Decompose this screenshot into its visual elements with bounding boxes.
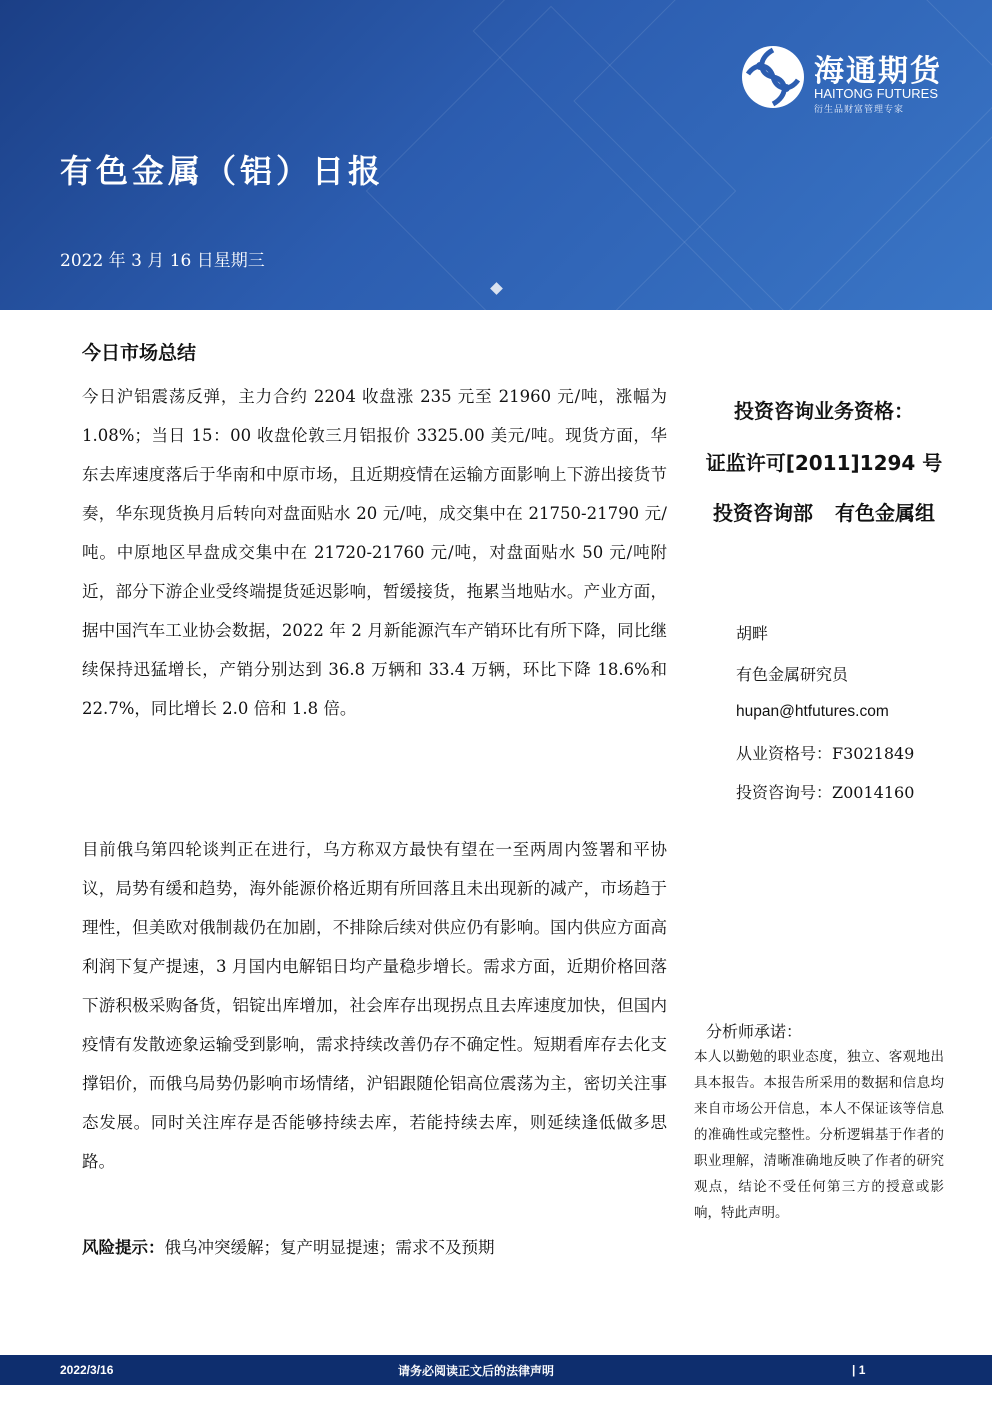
practice-certificate: 从业资格号：F3021849 (736, 744, 915, 763)
footer-disclaimer: 请务必阅读正文后的法律声明 (398, 1364, 555, 1378)
risk-text: 俄乌冲突缓解；复产明显提速；需求不及预期 (164, 1238, 495, 1257)
group-name: 有色金属组 (835, 501, 935, 525)
section-title: 今日市场总结 (82, 342, 197, 364)
logo-slogan: 衍生品财富管理专家 (814, 105, 905, 115)
header-banner (0, 0, 992, 310)
footer-date: 2022/3/16 (60, 1363, 114, 1377)
analyst-email: hupan@htfutures.com (736, 703, 889, 720)
logo-mark-icon (740, 44, 806, 110)
logo-name-en: HAITONG FUTURES (814, 86, 938, 101)
footer-bar (0, 1355, 992, 1385)
commitment-title: 分析师承诺： (706, 1022, 803, 1041)
analyst-role: 有色金属研究员 (736, 665, 849, 684)
qualification-title: 投资咨询业务资格： (734, 399, 914, 423)
risk-warning (82, 1234, 495, 1258)
report-date: 2022 年 3 月 16 日星期三 (60, 251, 265, 271)
company-logo (740, 44, 950, 116)
report-title: 有色金属（铝）日报 (60, 152, 385, 190)
summary-paragraph-2: 目前俄乌第四轮谈判正在进行，乌方称双方最快有望在一至两周内签署和平协议，局势有缓和趋势，海外能源价格近期有所回落且未出现新的减产，市场趋于理性，但美欧对俄制裁仍在加剧，不排除后续对供应仍有影响。国内供应方面高利润下复产提速，3 月国内电解铝日均产量稳步增长。需求方面，近期价格回落下游积极采购备货，铝锭出库增加，社会库存出现拐点且去库速度加快，但国内疫情有发散迹象运输受到影响，需求持续改善仍存不确定性。短期看库存去化支撑铝价，而俄乌局势仍影响市场情绪，沪铝跟随伦铝高位震荡为主，密切关注事态发展。同时关注库存是否能够持续去库，若能持续去库，则延续逢低做多思路。 (82, 840, 667, 1171)
department-line (694, 497, 954, 526)
commitment-text: 本人以勤勉的职业态度，独立、客观地出具本报告。本报告所采用的数据和信息均来自市场公开信息，本人不保证该等信息的准确性或完整性。分析逻辑基于作者的职业理解，清晰准确地反映了作者的研究观点，结论不受任何第三方的授意或影响，特此声明。 (694, 1049, 944, 1221)
consulting-certificate: 投资咨询号：Z0014160 (736, 783, 915, 802)
department-name: 投资咨询部 (713, 501, 813, 525)
risk-label: 风险提示： (82, 1238, 165, 1257)
summary-paragraph-1: 今日沪铝震荡反弹，主力合约 2204 收盘涨 235 元至 21960 元/吨，涨幅为 1.08%；当日 15：00 收盘伦敦三月铝报价 3325.00 美元/吨。现货方面，华东去库速度落后于华南和中原市场，且近期疫情在运输方面影响上下游出接货节奏，华东现货换月后转向对盘面贴水 20 元/吨，成交集中在 21750-21790 元/吨。中原地区早盘成交集中在 21720-21760 元/吨，对盘面贴水 50 元/吨附近，部分下游企业受终端提货延迟影响，暂缓接货，拖累当地贴水。产业方面，据中国汽车工业协会数据，2022 年 2 月新能源汽车产销环比有所下降，同比继续保持迅猛增长，产销分别达到 36.8 万辆和 33.4 万辆，环比下降 18.6%和 22.7%，同比增长 2.0 倍和 1.8 倍。 (82, 387, 667, 718)
analyst-name: 胡畔 (736, 624, 769, 643)
page-number: | 1 (852, 1363, 866, 1377)
logo-name-cn: 海通期货 (814, 54, 942, 89)
license-number: 证监许可[2011]1294 号 (705, 451, 943, 475)
